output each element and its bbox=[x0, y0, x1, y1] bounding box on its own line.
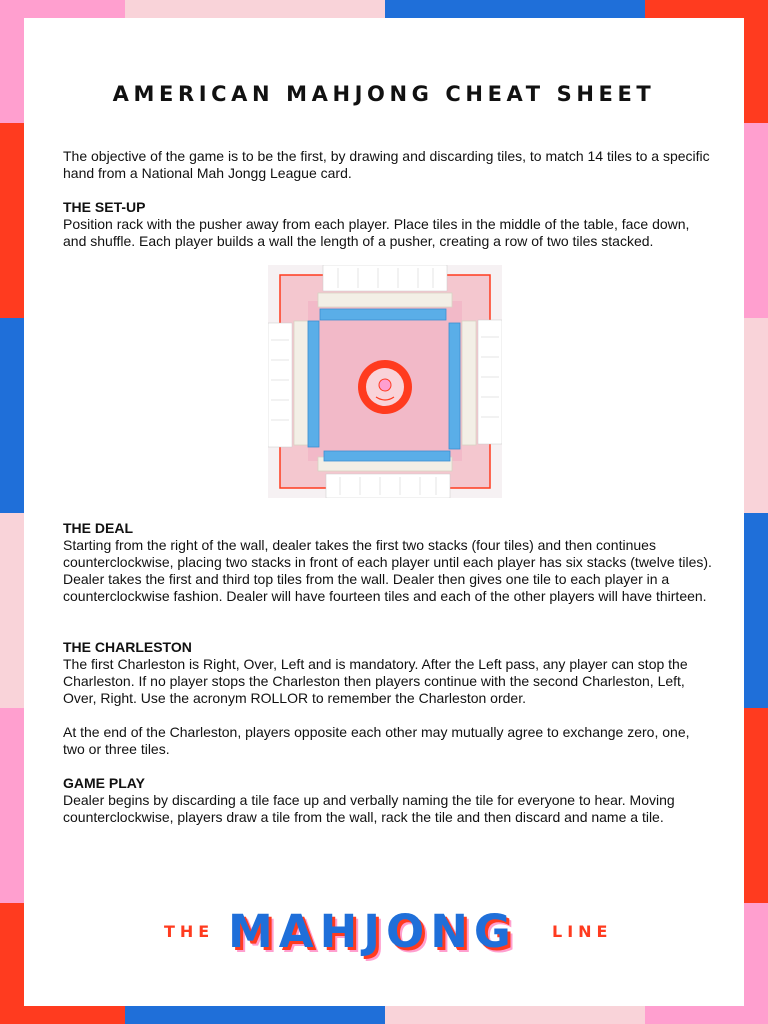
setup-section bbox=[63, 199, 713, 250]
border-segment bbox=[0, 513, 24, 708]
deal-heading: THE DEAL bbox=[63, 520, 133, 536]
border-segment bbox=[0, 318, 24, 513]
footer-logo-mahjong: MAHJONG bbox=[228, 905, 517, 958]
border-segment bbox=[645, 1006, 768, 1024]
border-segment bbox=[0, 123, 24, 318]
charleston-heading: THE CHARLESTON bbox=[63, 639, 192, 655]
border-segment bbox=[645, 0, 768, 18]
card-top bbox=[323, 265, 447, 291]
border-segment bbox=[744, 513, 768, 708]
gameplay-body: Dealer begins by discarding a tile face up and verbally naming the tile for everyone to hear. Moving counterclockwise, players draw a tile from the wall, rack the tile and then discard and name a tile. bbox=[63, 792, 675, 825]
card-right bbox=[478, 320, 502, 444]
border-segment bbox=[125, 0, 385, 18]
border-segment bbox=[744, 708, 768, 903]
border-segment bbox=[744, 318, 768, 513]
border-segment bbox=[385, 1006, 645, 1024]
setup-body: Position rack with the pusher away from each player. Place tiles in the middle of the table, face down, and shuffle. Each player builds a wall the length of a pusher, creating a row of two tiles stacked. bbox=[63, 216, 690, 249]
tile-wall-bottom bbox=[324, 451, 450, 461]
setup-heading: THE SET-UP bbox=[63, 199, 146, 215]
border-segment bbox=[385, 0, 645, 18]
footer-logo bbox=[0, 905, 768, 965]
page-title: AMERICAN MAHJONG CHEAT SHEET bbox=[112, 82, 656, 106]
tile-wall-right bbox=[449, 323, 460, 449]
border-segment bbox=[0, 1006, 125, 1024]
center-logo-face bbox=[379, 379, 391, 391]
charleston-exchange-paragraph: At the end of the Charleston, players opposite each other may mutually agree to exchange zero, one, two or three tiles. bbox=[63, 724, 690, 757]
charleston-section bbox=[63, 639, 713, 707]
rack-right bbox=[462, 321, 476, 445]
border-segment bbox=[0, 18, 24, 123]
gameplay-heading: GAME PLAY bbox=[63, 775, 145, 791]
table-illustration bbox=[268, 265, 502, 498]
card-left bbox=[268, 323, 292, 447]
tile-wall-left bbox=[308, 321, 319, 447]
gameplay-section bbox=[63, 775, 713, 826]
tile-wall-top bbox=[320, 309, 446, 320]
card-bottom bbox=[326, 474, 450, 498]
deal-body: Starting from the right of the wall, dealer takes the first two stacks (four tiles) and then continues counterclockwise, placing two stacks in front of each player until each player has six stacks (twelve tiles). Dealer takes the first and third top tiles from the wall. Dealer then gives one tile to each player in a counterclockwise fashion. Dealer will have fourteen tiles and each of the other players will have thirteen. bbox=[63, 537, 712, 604]
border-segment bbox=[0, 708, 24, 903]
rack-left bbox=[294, 321, 308, 445]
border-segment bbox=[744, 18, 768, 123]
rack-top bbox=[318, 293, 452, 307]
deal-section bbox=[63, 520, 713, 605]
charleston-body: The first Charleston is Right, Over, Left and is mandatory. After the Left pass, any player can stop the Charleston. If no player stops the Charleston then players continue with the second Charleston, Left, Over, Right. Use the acronym ROLLOR to remember the Charleston order. bbox=[63, 656, 688, 706]
border-segment bbox=[0, 0, 125, 18]
footer-logo-the: THE bbox=[164, 922, 215, 941]
intro-paragraph: The objective of the game is to be the first, by drawing and discarding tiles, to match 14 tiles to a specific hand from a National Mah Jongg League card. bbox=[63, 148, 710, 181]
footer-logo-line: LINE bbox=[552, 922, 613, 941]
mahjong-table-image bbox=[268, 265, 502, 498]
border-segment bbox=[125, 1006, 385, 1024]
border-segment bbox=[744, 123, 768, 318]
